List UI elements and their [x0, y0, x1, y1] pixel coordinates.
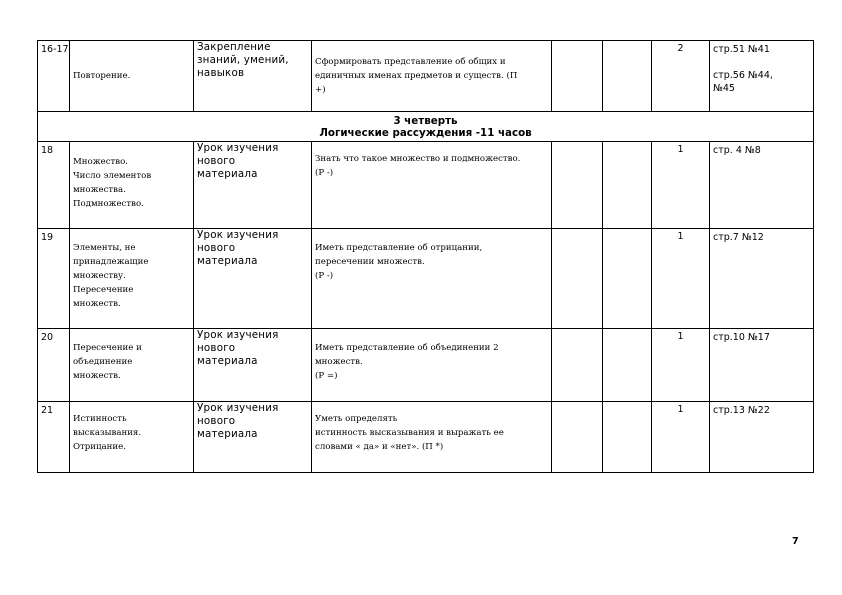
topic-line: множеств. — [73, 299, 121, 309]
lesson-type-line: нового — [197, 155, 236, 167]
lesson-type-cell — [194, 329, 312, 402]
requirements-line: пересечении множеств. — [315, 257, 425, 267]
requirements-line: Иметь представление об отрицании, — [315, 243, 483, 253]
lesson-plan-table — [37, 40, 814, 473]
topic-cell — [70, 142, 194, 229]
empty-cell — [552, 142, 603, 229]
topic-line: Число элементов — [73, 171, 152, 181]
lesson-type-line: нового — [197, 342, 236, 354]
table-row — [38, 329, 814, 402]
section-row — [38, 112, 814, 142]
homework-cell — [710, 41, 814, 112]
topic-line: объединение — [73, 357, 133, 367]
topic-line: высказывания. — [73, 428, 142, 438]
requirements-line: Знать что такое множество и подмножество. — [315, 154, 521, 164]
lesson-number-cell — [38, 229, 70, 329]
requirements-line: (Р -) — [315, 271, 334, 281]
hours-cell — [652, 142, 710, 229]
topic-line: Истинность — [73, 414, 127, 424]
topic-cell — [70, 329, 194, 402]
homework-line: №45 — [713, 83, 735, 94]
empty-cell — [603, 329, 652, 402]
requirements-line: истинность высказывания и выражать ее — [315, 428, 504, 438]
hours-value: 1 — [677, 404, 684, 415]
table-row — [38, 402, 814, 473]
hours-cell — [652, 229, 710, 329]
lesson-type-cell — [194, 229, 312, 329]
lesson-type-line: материала — [197, 255, 258, 267]
quarter-title: 3 четверть — [393, 114, 458, 127]
empty-cell — [603, 402, 652, 473]
empty-cell — [552, 402, 603, 473]
homework-cell — [710, 402, 814, 473]
lesson-number: 18 — [41, 145, 54, 156]
lesson-type-line: Урок изучения — [197, 142, 279, 154]
requirements-line: единичных именах предметов и существ. (П — [315, 71, 518, 81]
lesson-type-line: нового — [197, 415, 236, 427]
lesson-type-line: Урок изучения — [197, 229, 279, 241]
lesson-number: 19 — [41, 232, 54, 243]
topic-line: множеств. — [73, 371, 121, 381]
lesson-number: 16-17 — [41, 44, 69, 55]
page-number: 7 — [792, 536, 799, 547]
topic-line: Пересечение и — [73, 343, 142, 353]
requirements-cell — [312, 329, 552, 402]
lesson-number-cell — [38, 41, 70, 112]
lesson-type-line: Закрепление — [197, 41, 271, 53]
lesson-type-line: материала — [197, 355, 258, 367]
topic-line: Отрицание. — [73, 442, 126, 452]
requirements-cell — [312, 402, 552, 473]
table-row — [38, 41, 814, 112]
lesson-type-line: нового — [197, 242, 236, 254]
hours-cell — [652, 402, 710, 473]
requirements-cell — [312, 41, 552, 112]
topic-text: Повторение. — [73, 71, 131, 81]
requirements-line: Сформировать представление об общих и — [315, 57, 506, 67]
hours-value: 1 — [677, 331, 684, 342]
lesson-type-line: знаний, умений, — [197, 54, 289, 66]
hours-value: 2 — [677, 43, 684, 54]
lesson-type-line: Урок изучения — [197, 402, 279, 414]
homework-text: стр.13 №22 — [713, 405, 770, 416]
homework-text: стр.7 №12 — [713, 232, 764, 243]
lesson-type-cell — [194, 402, 312, 473]
lesson-type-line: навыков — [197, 67, 245, 79]
topic-cell — [70, 229, 194, 329]
lesson-number-cell — [38, 142, 70, 229]
lesson-number-cell — [38, 402, 70, 473]
requirements-line: множеств. — [315, 357, 363, 367]
requirements-line: (Р =) — [315, 371, 338, 381]
topic-line: множеству. — [73, 271, 126, 281]
empty-cell — [552, 329, 603, 402]
homework-cell — [710, 229, 814, 329]
lesson-type-line: Урок изучения — [197, 329, 279, 341]
topic-line: Подмножество. — [73, 199, 144, 209]
requirements-cell — [312, 142, 552, 229]
lesson-type-cell — [194, 41, 312, 112]
topic-cell — [70, 402, 194, 473]
homework-text: стр.10 №17 — [713, 332, 770, 343]
topic-line: Элементы, не — [73, 243, 136, 253]
requirements-cell — [312, 229, 552, 329]
lesson-number-cell — [38, 329, 70, 402]
lesson-number: 21 — [41, 405, 54, 416]
homework-cell — [710, 329, 814, 402]
homework-line: стр.56 №44, — [713, 70, 773, 81]
lesson-type-cell — [194, 142, 312, 229]
requirements-line: Иметь представление об объединении 2 — [315, 343, 499, 353]
homework-cell — [710, 142, 814, 229]
empty-cell — [603, 229, 652, 329]
section-title: Логические рассуждения -11 часов — [319, 126, 532, 139]
hours-cell — [652, 329, 710, 402]
topic-line: принадлежащие — [73, 257, 149, 267]
topic-line: Пересечение — [73, 285, 134, 295]
requirements-line: словами « да» и «нет». (П *) — [315, 442, 444, 452]
table-row — [38, 229, 814, 329]
empty-cell — [603, 142, 652, 229]
homework-line: стр.51 №41 — [713, 44, 770, 55]
topic-line: множества. — [73, 185, 126, 195]
requirements-line: +) — [315, 85, 326, 95]
section-header — [38, 112, 814, 142]
hours-value: 1 — [677, 231, 684, 242]
topic-line: Множество. — [73, 157, 129, 167]
topic-cell — [70, 41, 194, 112]
hours-cell — [652, 41, 710, 112]
hours-value: 1 — [677, 144, 684, 155]
requirements-line: (Р -) — [315, 168, 334, 178]
lesson-type-line: материала — [197, 168, 258, 180]
homework-text: стр. 4 №8 — [713, 145, 761, 156]
lesson-number: 20 — [41, 332, 54, 343]
empty-cell — [603, 41, 652, 112]
requirements-line: Уметь определять — [315, 414, 398, 424]
table-row — [38, 142, 814, 229]
empty-cell — [552, 41, 603, 112]
lesson-type-line: материала — [197, 428, 258, 440]
empty-cell — [552, 229, 603, 329]
